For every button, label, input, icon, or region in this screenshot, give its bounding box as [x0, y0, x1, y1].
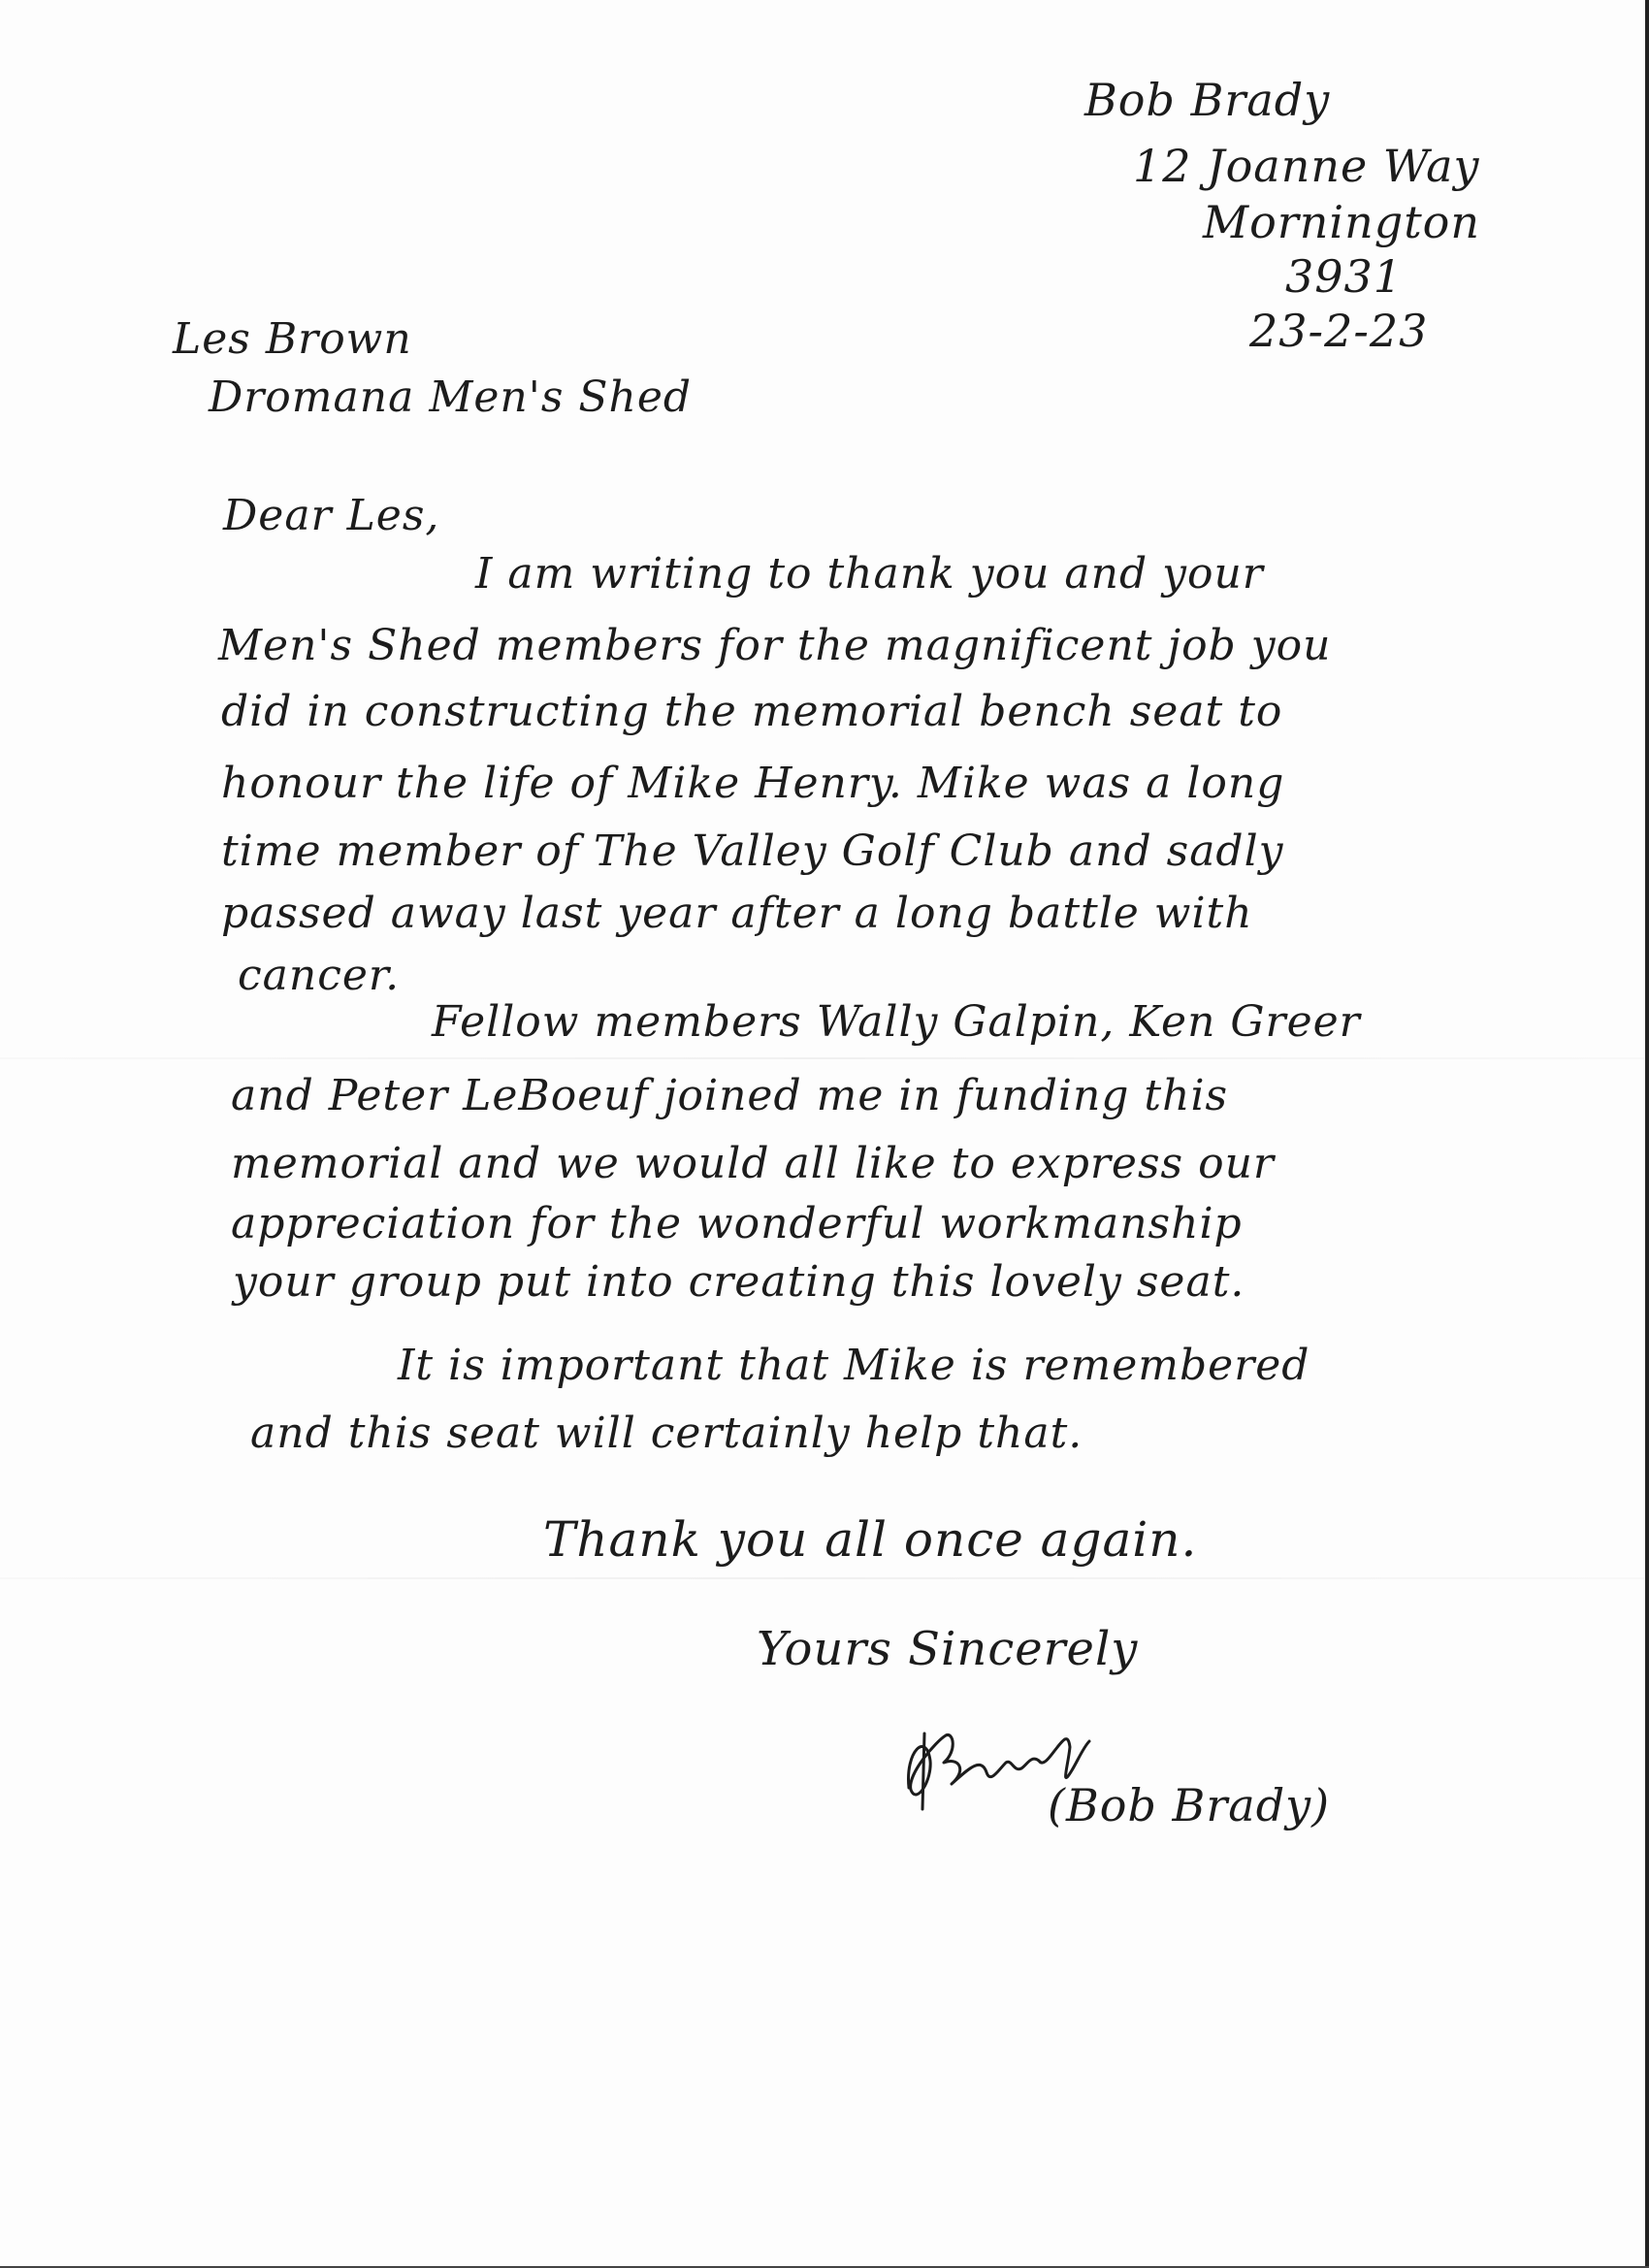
letter-line: and Peter LeBoeuf joined me in funding this	[231, 1071, 1229, 1120]
paper-fold	[0, 1577, 1649, 1579]
letter-line: time member of The Valley Golf Club and sadly	[221, 826, 1284, 876]
letter-line: your group put into creating this lovely seat.	[233, 1257, 1245, 1307]
sender-name: Bob Brady	[1084, 74, 1331, 126]
letter-date: 23-2-23	[1249, 305, 1429, 357]
letter-line: appreciation for the wonderful workmanship	[231, 1199, 1243, 1248]
thanks-line: Thank you all once again.	[543, 1511, 1198, 1568]
closing: Yours Sincerely	[757, 1622, 1139, 1676]
signature-printed-name: (Bob Brady)	[1048, 1779, 1331, 1831]
letter-line: I am writing to thank you and your	[475, 549, 1264, 599]
recipient-organisation: Dromana Men's Shed	[209, 373, 693, 422]
letter-line: and this seat will certainly help that.	[250, 1409, 1083, 1458]
recipient-name: Les Brown	[173, 314, 412, 364]
salutation: Dear Les,	[223, 491, 440, 540]
letter-line: Men's Shed members for the magnificent job you	[218, 621, 1332, 670]
letter-line: cancer.	[238, 951, 401, 1000]
letter-line: memorial and we would all like to express our	[231, 1139, 1275, 1188]
letter-line: honour the life of Mike Henry. Mike was a long	[221, 759, 1285, 808]
sender-suburb: Mornington	[1203, 196, 1480, 248]
scan-edge	[1645, 0, 1649, 2268]
paper-fold	[0, 1057, 1649, 1059]
letter-line: passed away last year after a long battle with	[221, 889, 1253, 938]
sender-street: 12 Joanne Way	[1133, 140, 1480, 192]
letter-line: Fellow members Wally Galpin, Ken Greer	[432, 997, 1361, 1047]
sender-postcode: 3931	[1285, 250, 1404, 303]
letter-line: It is important that Mike is remembered	[398, 1341, 1310, 1390]
letter-line: did in constructing the memorial bench seat to	[221, 687, 1283, 736]
